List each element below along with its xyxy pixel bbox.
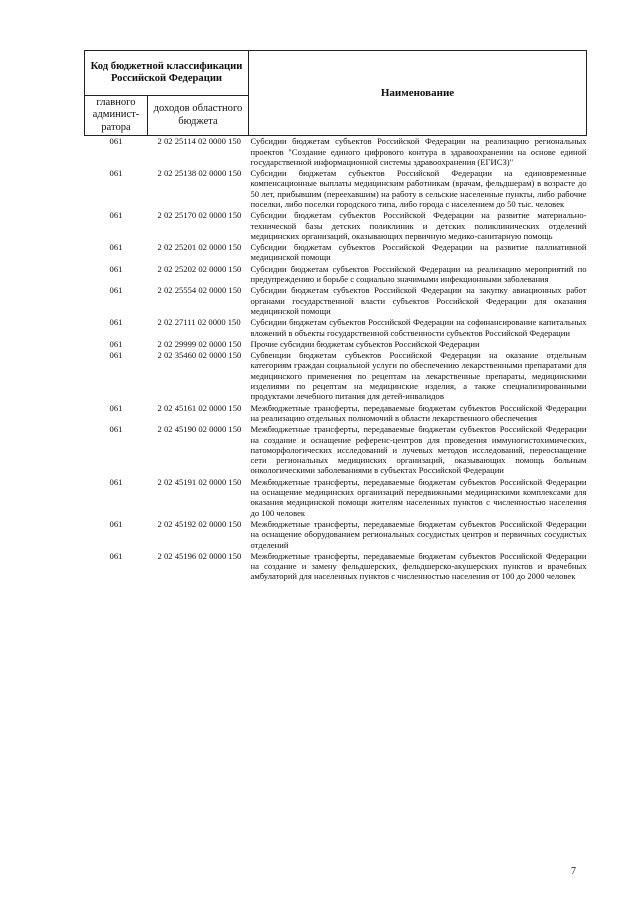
table-row [85, 551, 587, 583]
admin-code-cell: 061 [109, 338, 123, 349]
income-code-cell: 2 02 45190 02 0000 150 [157, 424, 242, 435]
table-row [85, 477, 587, 519]
name-cell: Межбюджетные трансферты, передаваемые бюджетам субъектов Российской Федерации на оснащение медицинских организаций передвижными медицинскими комплексами для оказания медицинской помощи жителям населенных пунктов с численностью населения до 100 человек [250, 476, 587, 518]
admin-code-cell: 061 [109, 518, 123, 529]
table-row [85, 264, 587, 286]
table-body [85, 136, 587, 583]
name-cell: Субсидии бюджетам субъектов Российской Федерации на развитие материально-технической базы детских поликлиник и детских поликлинических отделений медицинских организаций, оказывающих первичную медико-санитарную помощь [250, 210, 587, 241]
admin-code-cell: 061 [109, 263, 123, 274]
admin-code-cell: 061 [109, 317, 123, 328]
name-cell: Межбюджетные трансферты, передаваемые бюджетам субъектов Российской Федерации на реализацию отдельных полномочий в области лекарственного обеспечения [250, 402, 587, 423]
name-cell: Субсидии бюджетам субъектов Российской Федерации на софинансирование капитальных вложений в объекты государственной собственности субъектов Российской Федерации [250, 317, 587, 338]
header-income-column: доходов областного бюджета [148, 96, 249, 136]
table-row [85, 317, 587, 339]
admin-code-cell: 061 [109, 136, 123, 147]
table-row [85, 285, 587, 317]
income-code-cell: 2 02 45196 02 0000 150 [157, 550, 242, 561]
name-cell: Субсидии бюджетам субъектов Российской Федерации на реализацию региональных проектов "Создание единого цифрового контура в здравоохранении на основе единой государственной информационной системы здравоохранения (ЕГИСЗ)" [250, 136, 587, 167]
header-admin-column: главного админист-ратора [85, 96, 148, 136]
admin-code-cell: 061 [109, 476, 123, 487]
income-code-cell: 2 02 25201 02 0000 150 [157, 242, 242, 253]
income-code-cell: 2 02 25554 02 0000 150 [157, 285, 242, 296]
admin-code-cell: 061 [109, 168, 123, 179]
name-cell: Межбюджетные трансферты, передаваемые бюджетам субъектов Российской Федерации на оснащение оборудованием региональных сосудистых центров и первичных сосудистых отделений [250, 518, 587, 550]
page-number: 7 [571, 866, 576, 877]
table-row [85, 242, 587, 264]
income-code-cell: 2 02 35460 02 0000 150 [157, 350, 242, 361]
table-row [85, 403, 587, 425]
table-row [85, 424, 587, 476]
income-code-cell: 2 02 45161 02 0000 150 [157, 402, 242, 413]
admin-code-cell: 061 [109, 285, 123, 296]
table-row [85, 339, 587, 350]
admin-code-cell: 061 [109, 424, 123, 435]
budget-classification-table [84, 50, 587, 583]
name-cell: Субсидии бюджетам субъектов Российской Федерации на закупку авиационных работ органами государственной власти субъектов Российской Федерации для оказания медицинской помощи [250, 285, 587, 316]
name-cell: Прочие субсидии бюджетам субъектов Российской Федерации [250, 338, 480, 349]
admin-code-cell: 061 [109, 242, 123, 253]
table-row [85, 210, 587, 242]
name-cell: Субсидии бюджетам субъектов Российской Федерации на реализацию мероприятий по предупреждению и борьбе с социально значимыми инфекционными заболевания [250, 263, 587, 285]
income-code-cell: 2 02 45191 02 0000 150 [157, 476, 242, 487]
admin-code-cell: 061 [109, 350, 123, 361]
name-cell: Субсидии бюджетам субъектов Российской Федерации на единовременные компенсационные выплаты медицинским работникам (врачам, фельдшерам) в возрасте до 50 лет, прибывшим (переехавшим) на работу в сельские населенные пункты, либо рабочие поселки, либо поселки городского типа, либо города с населением до 50 тыс. человек [250, 168, 587, 209]
table-row [85, 350, 587, 402]
name-cell: Субвенции бюджетам субъектов Российской Федерации на оказание отдельным категориям граждан социальной услуги по обеспечению лекарственными препаратами для медицинского применения по рецептам на лекарственные препараты, медицинскими изделиями по рецептам на медицинские изделия, а также специализированными продуктами лечебного питания для детей-инвалидов [250, 350, 587, 402]
income-code-cell: 2 02 27111 02 0000 150 [157, 317, 241, 328]
admin-code-cell: 061 [109, 402, 123, 413]
name-cell: Субсидии бюджетам субъектов Российской Федерации на развитие паллиативной медицинской помощи [250, 242, 587, 263]
income-code-cell: 2 02 29999 02 0000 150 [157, 338, 242, 349]
admin-code-cell: 061 [109, 210, 123, 221]
table-header [85, 51, 587, 136]
name-cell: Межбюджетные трансферты, передаваемые бюджетам субъектов Российской Федерации на создание и замену фельдшерских, фельдшерско-акушерских пунктов и врачебных амбулаторий для населенных пунктов с численностью населения от 100 до 2000 человек [250, 550, 587, 582]
header-budget-code-group: Код бюджетной классификации Российской Федерации [85, 51, 249, 96]
income-code-cell: 2 02 25114 02 0000 150 [157, 136, 241, 147]
income-code-cell: 2 02 45192 02 0000 150 [157, 518, 242, 529]
header-name-column: Наименование [249, 51, 587, 136]
table-row [85, 136, 587, 168]
income-code-cell: 2 02 25138 02 0000 150 [157, 168, 242, 179]
table-row [85, 519, 587, 551]
admin-code-cell: 061 [109, 550, 123, 561]
income-code-cell: 2 02 25170 02 0000 150 [157, 210, 242, 221]
table-row [85, 168, 587, 210]
income-code-cell: 2 02 25202 02 0000 150 [157, 263, 242, 274]
name-cell: Межбюджетные трансферты, передаваемые бюджетам субъектов Российской Федерации на создание и оснащение референс-центров для проведения иммуногистохимических, патоморфологических исследований и лучевых методов исследований, переоснащение сети региональных медицинских организаций, оказывающих помощь больным онкологическими заболеваниями в субъектах Российской Федерации [250, 424, 587, 476]
